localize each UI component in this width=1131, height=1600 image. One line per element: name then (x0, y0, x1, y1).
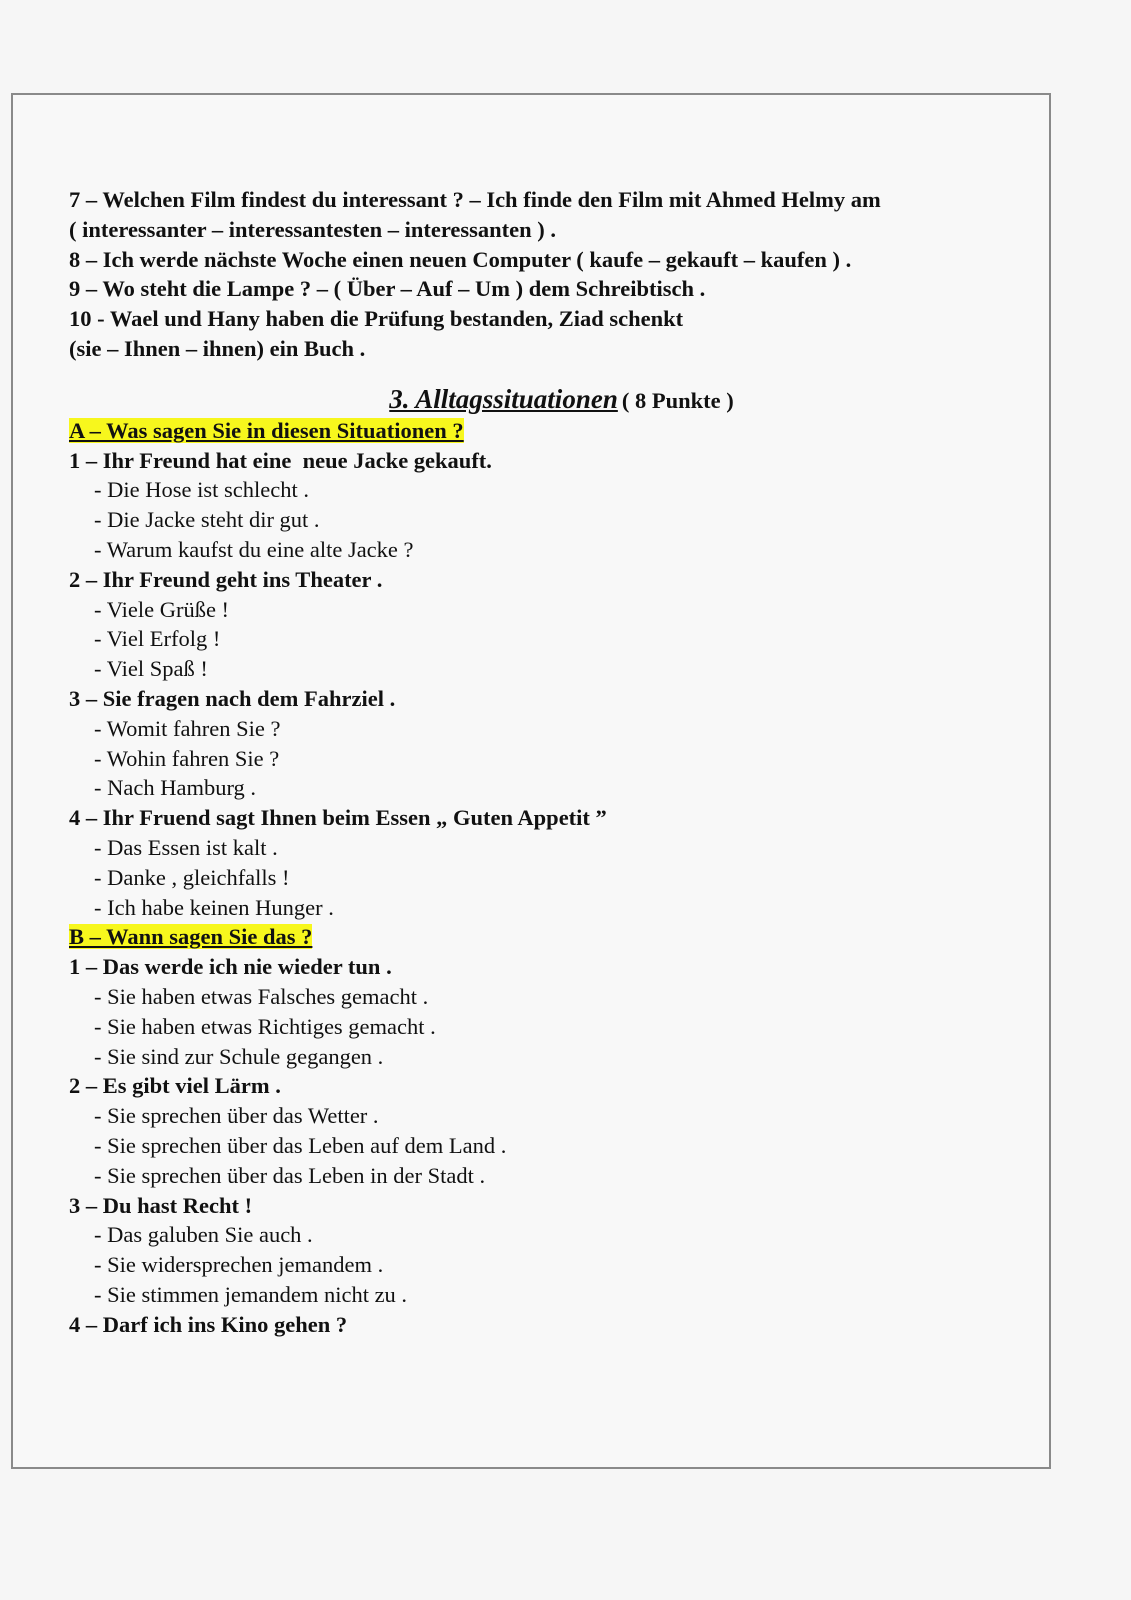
part-a-heading: A – Was sagen Sie in diesen Situationen ? (69, 417, 464, 443)
part-b-question-3: 3 – Du hast Recht ! (69, 1192, 253, 1218)
answer-option: - Das galuben Sie auch . (94, 1222, 313, 1248)
item-8: 8 – Ich werde nächste Woche einen neuen Computer ( kaufe – gekauft – kaufen ) . (69, 246, 852, 272)
part-b-heading: B – Wann sagen Sie das ? (69, 924, 313, 950)
answer-option: - Sie sprechen über das Wetter . (94, 1103, 379, 1129)
answer-option: - Sie sprechen über das Leben in der Stadt . (94, 1162, 486, 1188)
item-9: 9 – Wo steht die Lampe ? – ( Über – Auf – Um ) dem Schreibtisch . (69, 276, 706, 302)
section-heading (69, 384, 1009, 415)
part-b-question-1: 1 – Das werde ich nie wieder tun . (69, 954, 392, 980)
grammar-items (69, 185, 1009, 364)
part-a-question-1: 1 – Ihr Freund hat eine neue Jacke gekauft. (69, 447, 492, 473)
part-b-question-4: 4 – Darf ich ins Kino gehen ? (69, 1311, 348, 1337)
part-b-question-2: 2 – Es gibt viel Lärm . (69, 1073, 281, 1099)
item-10-options: (sie – Ihnen – ihnen) ein Buch . (69, 335, 366, 361)
page-frame (11, 93, 1051, 1469)
answer-option: - Die Hose ist schlecht . (94, 477, 309, 503)
answer-option: - Die Jacke steht dir gut . (94, 507, 320, 533)
part-a-question-2: 2 – Ihr Freund geht ins Theater . (69, 566, 383, 592)
answer-option: - Sie haben etwas Richtiges gemacht . (94, 1013, 436, 1039)
part-b (69, 922, 1009, 1339)
part-a (69, 416, 1009, 923)
answer-option: - Danke , gleichfalls ! (94, 864, 290, 890)
answer-option: - Sie sprechen über das Leben auf dem Land . (94, 1132, 507, 1158)
item-7-options: ( interessanter – interessantesten – interessanten ) . (69, 216, 557, 242)
answer-option: - Sie stimmen jemandem nicht zu . (94, 1281, 408, 1307)
section-title: 3. Alltagssituationen (389, 383, 618, 414)
answer-option: - Sie widersprechen jemandem . (94, 1252, 384, 1278)
answer-option: - Sie haben etwas Falsches gemacht . (94, 983, 429, 1009)
answer-option: - Warum kaufst du eine alte Jacke ? (94, 536, 414, 562)
answer-option: - Sie sind zur Schule gegangen . (94, 1043, 384, 1069)
answer-option: - Ich habe keinen Hunger . (94, 894, 334, 920)
answer-option: - Nach Hamburg . (94, 775, 257, 801)
part-a-question-3: 3 – Sie fragen nach dem Fahrziel . (69, 685, 396, 711)
part-a-question-4: 4 – Ihr Fruend sagt Ihnen beim Essen „ Guten Appetit ” (69, 805, 607, 831)
answer-option: - Womit fahren Sie ? (94, 715, 281, 741)
answer-option: - Viel Spaß ! (94, 656, 208, 682)
item-10-question: 10 - Wael und Hany haben die Prüfung bestanden, Ziad schenkt (69, 306, 684, 332)
worksheet-content (69, 185, 1009, 1339)
answer-option: - Das Essen ist kalt . (94, 834, 278, 860)
section-points: ( 8 Punkte ) (621, 387, 734, 413)
answer-option: - Viele Grüße ! (94, 596, 230, 622)
answer-option: - Viel Erfolg ! (94, 626, 221, 652)
answer-option: - Wohin fahren Sie ? (94, 745, 280, 771)
item-7-question: 7 – Welchen Film findest du interessant ? – Ich finde den Film mit Ahmed Helmy am (69, 187, 881, 212)
